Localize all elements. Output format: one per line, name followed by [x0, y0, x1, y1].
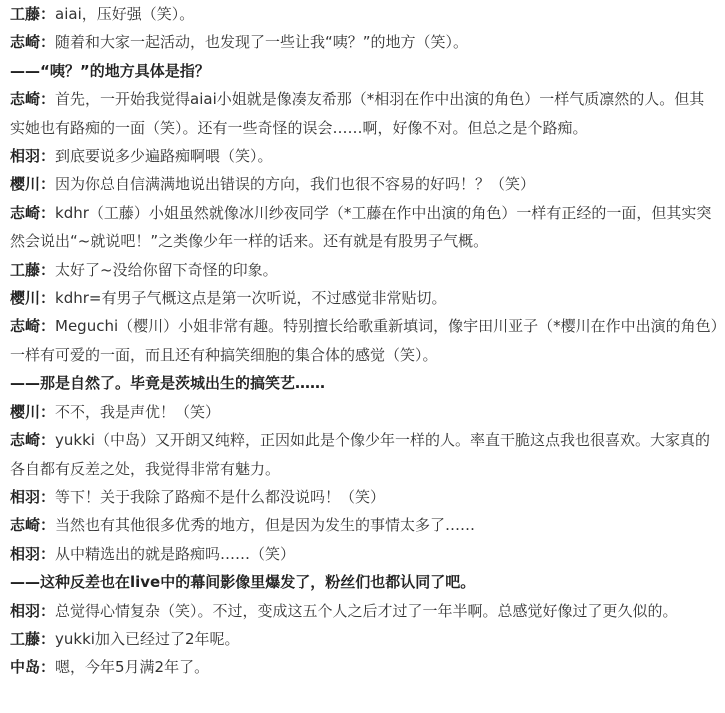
- interviewer-question: ——“咦？”的地方具体是指？: [10, 61, 210, 80]
- speaker-label: 志崎：: [10, 90, 56, 109]
- dialog-line: [10, 284, 719, 312]
- dialog-line: [10, 312, 719, 369]
- dialog-text: 嗯，今年5月满2年了。: [55, 658, 210, 677]
- dialog-line: [10, 199, 719, 256]
- dialog-line: [10, 625, 719, 653]
- dialog-text: kdhr=有男子气概这点是第一次听说，不过感觉非常贴切。: [55, 289, 447, 308]
- dialog-text: 随着和大家一起活动，也发现了一些让我“咦？”的地方（笑）。: [55, 33, 469, 52]
- speaker-label: 志崎：: [10, 203, 56, 222]
- dialog-line: [10, 256, 719, 284]
- dialog-text: 首先，一开始我觉得aiai小姐就是像凑友希那（*相羽在作中出演的角色）一样气质凛然的人。但其实她也有路痴的一面（笑）。还有一些奇怪的误会……啊，好像不对。但总之是个路痴。: [10, 90, 705, 137]
- speaker-label: 工藤：: [10, 260, 56, 279]
- interviewer-question: ——这种反差也在live中的幕间影像里爆发了，粉丝们也都认同了吧。: [10, 573, 476, 592]
- speaker-label: 樱川：: [10, 289, 56, 308]
- dialog-line: [10, 28, 719, 56]
- dialog-text: kdhr（工藤）小姐虽然就像冰川纱夜同学（*工藤在作中出演的角色）一样有正经的一面，但其实突然会说出“~就说吧！”之类像少年一样的话来。还有就是有股男子气概。: [10, 203, 712, 251]
- speaker-label: 中岛：: [10, 658, 56, 677]
- dialog-text: 从中精选出的就是路痴吗……（笑）: [55, 544, 296, 563]
- dialog-text: 太好了~没给你留下奇怪的印象。: [55, 260, 278, 279]
- dialog-text: yukki（中岛）又开朗又纯粹，正因如此是个像少年一样的人。率直干脆这点我也很喜欢。大家真的各自都有反差之处，我觉得非常有魅力。: [10, 431, 710, 478]
- dialog-text: 等下！关于我除了路痴不是什么都没说吗！（笑）: [55, 487, 386, 506]
- dialog-line: [10, 398, 719, 426]
- dialog-text: 当然也有其他很多优秀的地方，但是因为发生的事情太多了……: [55, 516, 476, 535]
- speaker-label: 樱川：: [10, 402, 56, 421]
- dialog-text: 到底要说多少遍路痴啊喂（笑）。: [55, 147, 273, 166]
- speaker-label: 工藤：: [10, 629, 56, 648]
- dialog-text: 总觉得心情复杂（笑）。不过，变成这五个人之后才过了一年半啊。总感觉好像过了更久似的。: [55, 601, 678, 620]
- dialog-text: Meguchi（樱川）小姐非常有趣。特别擅长给歌重新填词，像宇田川亚子（*樱川在作中出演的角色）一样有可爱的一面，而且还有种搞笑细胞的集合体的感觉（笑）。: [10, 317, 719, 364]
- dialog-line: [10, 483, 719, 511]
- speaker-label: 相羽：: [10, 544, 56, 563]
- dialog-line: [10, 170, 719, 198]
- dialog-line: [10, 0, 719, 28]
- speaker-label: 相羽：: [10, 487, 56, 506]
- speaker-label: 相羽：: [10, 601, 56, 620]
- interviewer-question: ——那是自然了。毕竟是茨城出生的搞笑艺……: [10, 374, 326, 393]
- dialog-text: aiai，压好强（笑）。: [55, 5, 195, 23]
- speaker-label: 志崎：: [10, 317, 56, 336]
- dialog-line: [10, 597, 719, 625]
- dialog-text: 因为你总自信满满地说出错误的方向，我们也很不容易的好吗！？（笑）: [55, 175, 536, 194]
- dialog-line: [10, 540, 719, 568]
- speaker-label: 相羽：: [10, 147, 56, 166]
- speaker-label: 工藤：: [10, 5, 56, 23]
- dialog-line: [10, 511, 719, 539]
- speaker-label: 志崎：: [10, 431, 56, 450]
- dialog-text: yukki加入已经过了2年呢。: [55, 629, 240, 648]
- speaker-label: 志崎：: [10, 33, 56, 52]
- dialog-line: [10, 142, 719, 170]
- speaker-label: 樱川：: [10, 175, 56, 194]
- dialog-line: [10, 653, 719, 681]
- dialog-line: [10, 85, 719, 142]
- dialog-line: [10, 426, 719, 483]
- speaker-label: 志崎：: [10, 516, 56, 535]
- dialog-text: 不不，我是声优！（笑）: [55, 402, 221, 421]
